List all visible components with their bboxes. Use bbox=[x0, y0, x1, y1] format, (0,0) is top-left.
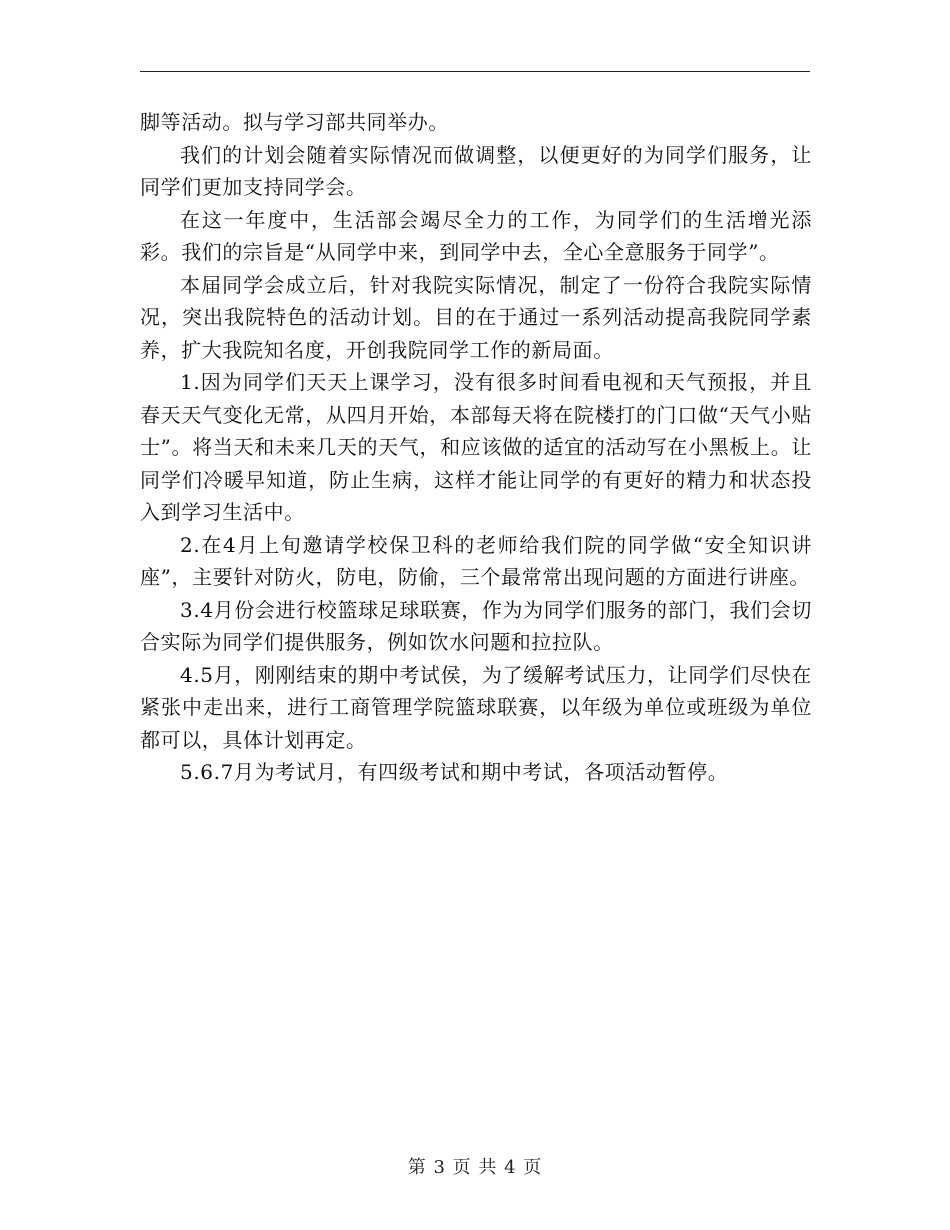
list-item-ball-league: 3.4月份会进行校篮球足球联赛，作为为同学们服务的部门，我们会切合实际为同学们提供服务，例如饮水问题和拉拉队。 bbox=[140, 597, 812, 654]
list-item-exam-month: 5.6.7月为考试月，有四级考试和期中考试，各项活动暂停。 bbox=[180, 760, 729, 784]
body-text bbox=[140, 106, 812, 789]
list-item-weather-tips: 1.因为同学们天天上课学习，没有很多时间看电视和天气预报，并且春天天气变化无常，从四月开始，本部每天将在院楼打的门口做“天气小贴士”。将当天和未来几天的天气，和应该做的适宜的活动写在小黑板上。让同学们冷暖早知道，防止生病，这样才能让同学的有更好的精力和状态投入到学习生活中。 bbox=[140, 370, 812, 524]
header-rule bbox=[140, 71, 810, 72]
page-footer bbox=[0, 1153, 950, 1179]
list-item-safety-lecture: 2.在4月上旬邀请学校保卫科的老师给我们院的同学做“安全知识讲座”，主要针对防火，防电，防偷，三个最常常出现问题的方面进行讲座。 bbox=[140, 532, 812, 589]
paragraph-plan-adjustment: 我们的计划会随着实际情况而做调整，以便更好的为同学们服务，让同学们更加支持同学会。 bbox=[140, 142, 812, 199]
page-number: 第 3 页 共 4 页 bbox=[407, 1157, 543, 1178]
paragraph-continuation: 脚等活动。拟与学习部共同举办。 bbox=[140, 110, 449, 134]
paragraph-introduction: 本届同学会成立后，针对我院实际情况，制定了一份符合我院实际情况，突出我院特色的活动计划。目的在于通过一系列活动提高我院同学素养，扩大我院知名度，开创我院同学工作的新局面。 bbox=[140, 272, 812, 362]
paragraph-purpose: 在这一年度中，生活部会竭尽全力的工作，为同学们的生活增光添彩。我们的宗旨是“从同学中来，到同学中去，全心全意服务于同学”。 bbox=[140, 207, 812, 264]
list-item-basketball-league: 4.5月，刚刚结束的期中考试侯，为了缓解考试压力，让同学们尽快在紧张中走出来，进行工商管理学院篮球联赛，以年级为单位或班级为单位都可以，具体计划再定。 bbox=[140, 662, 812, 752]
